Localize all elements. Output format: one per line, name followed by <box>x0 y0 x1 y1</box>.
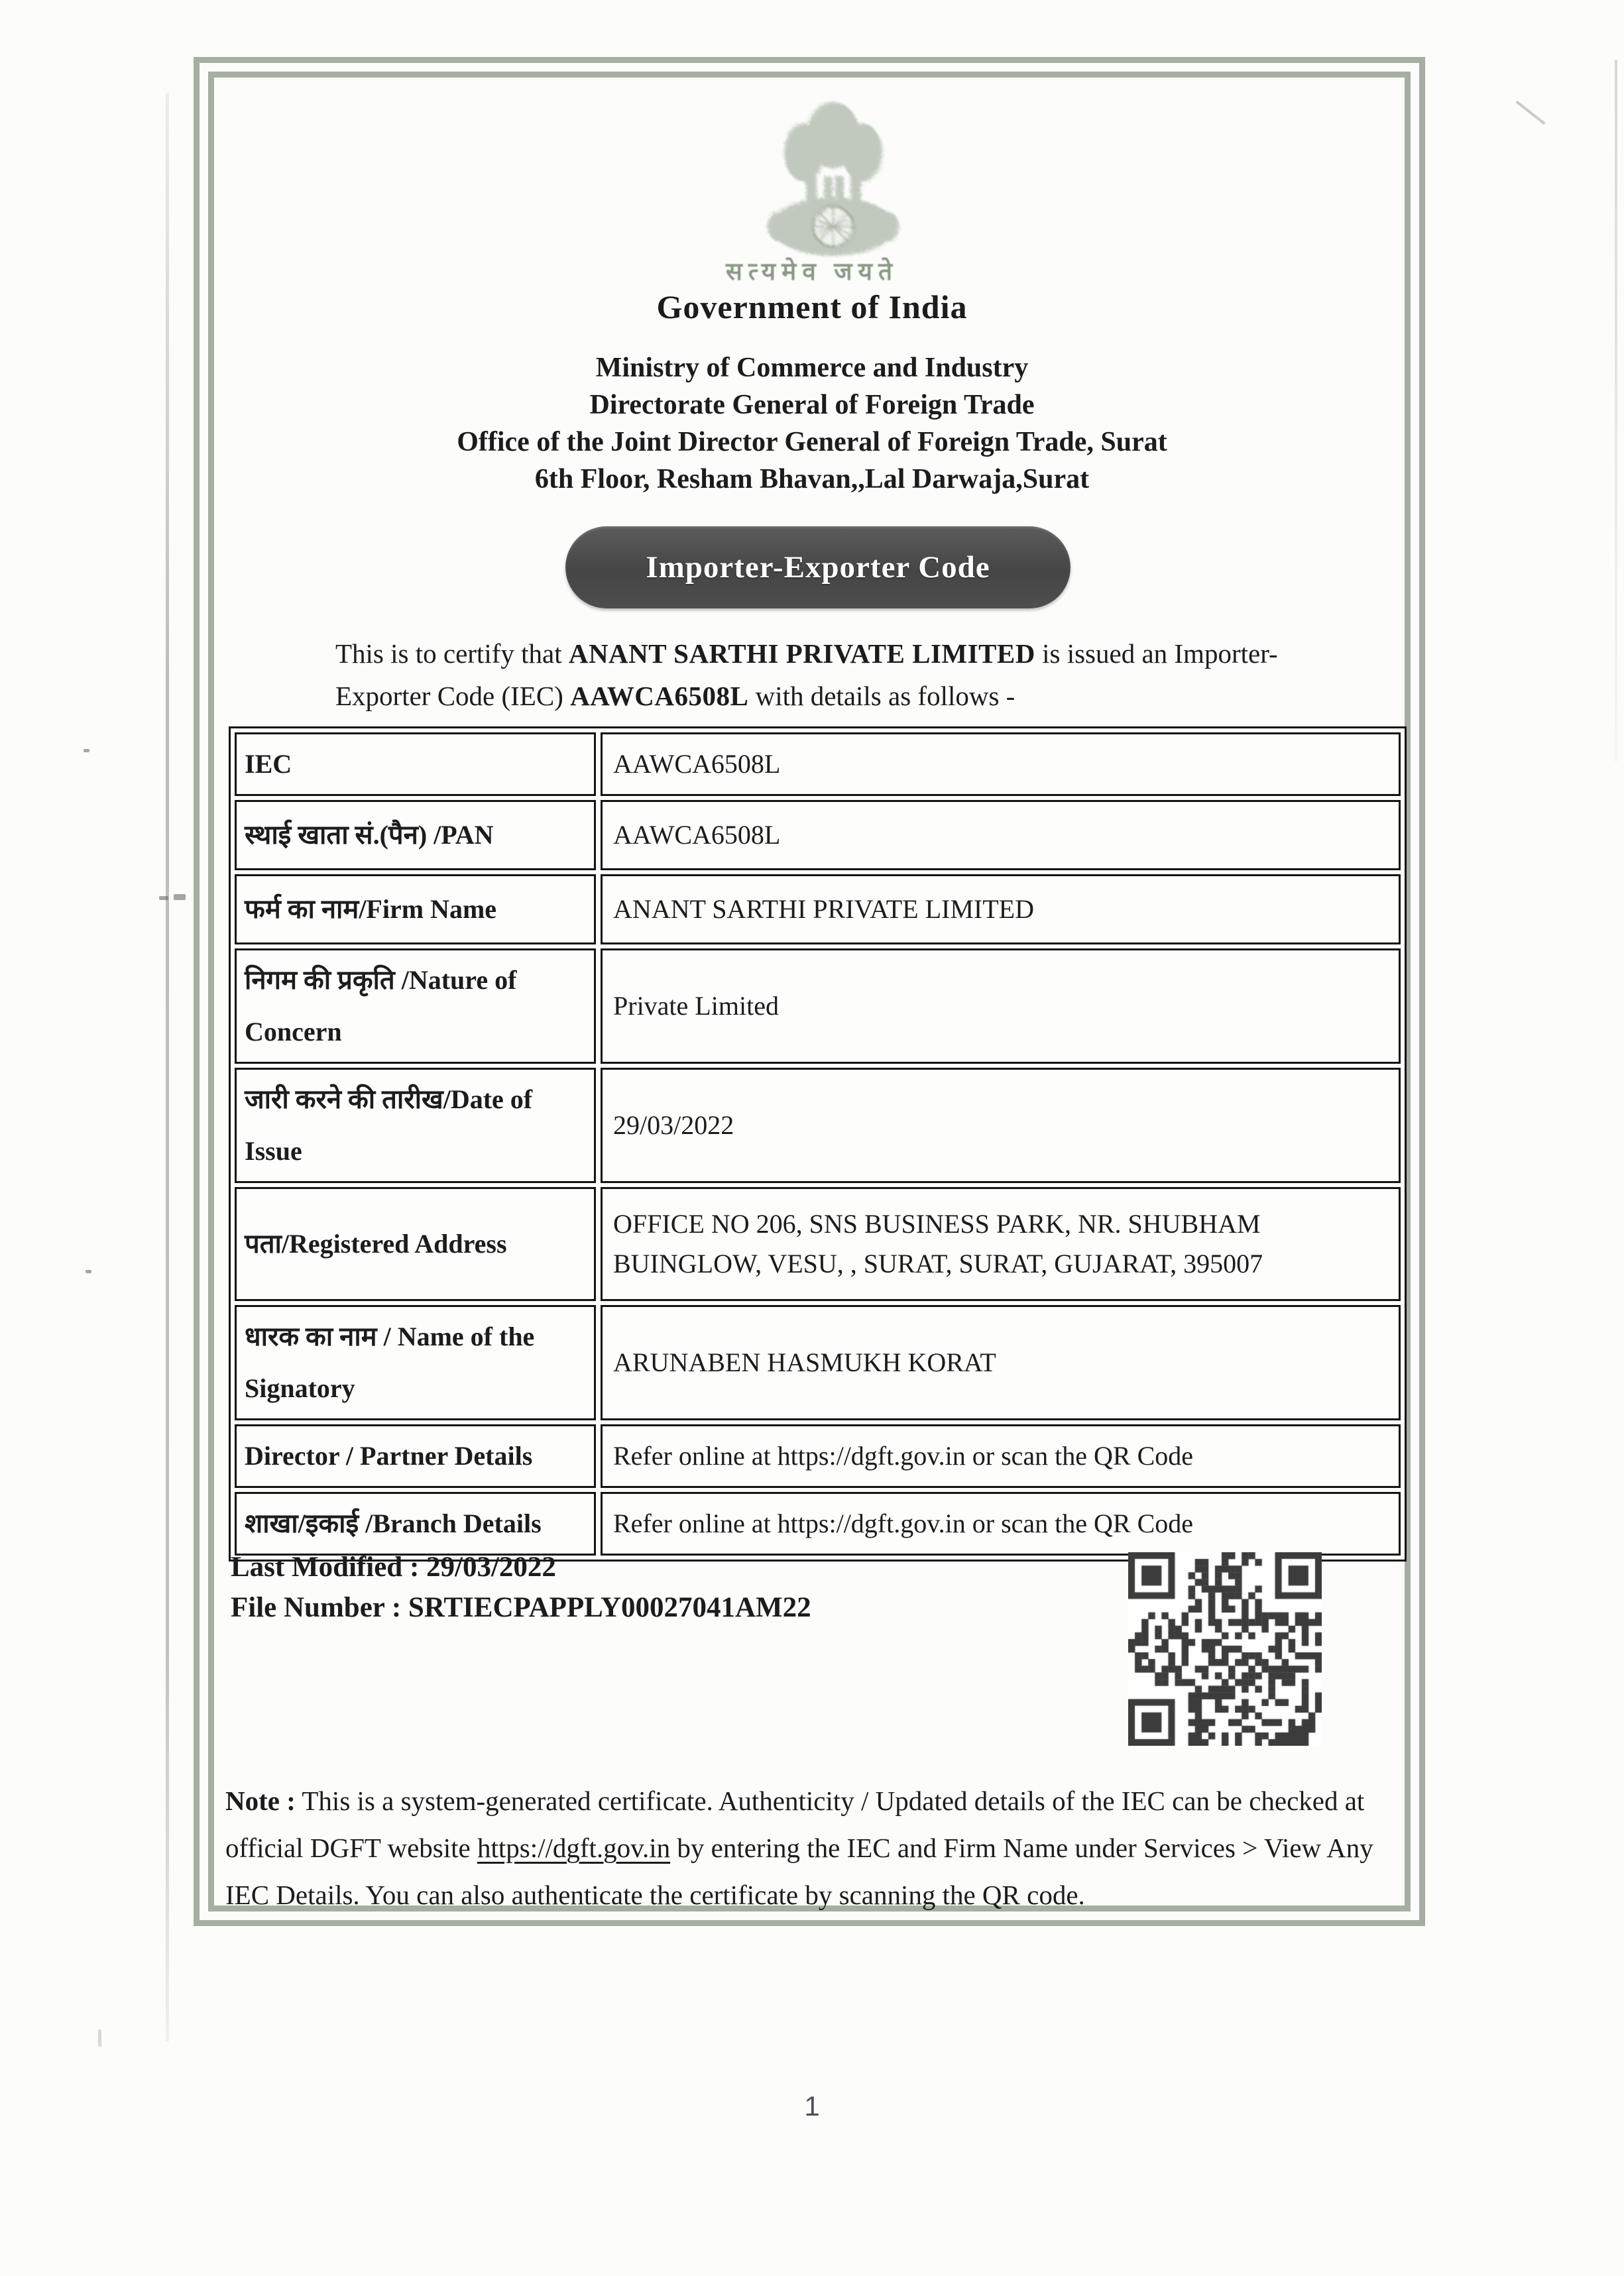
row-label: स्थाई खाता सं.(पैन) /PAN <box>235 800 596 870</box>
certify-text: is issued an Importer-Exporter Code (IEC) <box>335 638 1278 711</box>
iec-details-table <box>229 726 1407 1562</box>
scan-speck <box>84 749 89 752</box>
scan-speck <box>159 896 168 900</box>
table-row-firm-name <box>235 874 1401 944</box>
dgft-url-text: https://dgft.gov.in <box>477 1833 671 1863</box>
row-value: AAWCA6508L <box>601 732 1401 796</box>
heading-address: 6th Floor, Resham Bhavan,,Lal Darwaja,Surat <box>534 464 1090 494</box>
row-label: Director / Partner Details <box>235 1424 596 1488</box>
file-number-line: File Number : SRTIECPAPPLY00027041AM22 <box>231 1592 811 1623</box>
importer-exporter-code-badge <box>565 526 1071 608</box>
page-number: 1 <box>804 2090 820 2122</box>
row-value: Private Limited <box>601 948 1401 1064</box>
scan-speck <box>98 2029 101 2047</box>
heading-directorate: Directorate General of Foreign Trade <box>589 390 1035 420</box>
table-row-iec <box>235 732 1401 796</box>
badge-label: Importer-Exporter Code <box>646 550 990 585</box>
table-row-branch-details <box>235 1492 1401 1556</box>
row-label: जारी करने की तारीख/Date of Issue <box>235 1068 596 1183</box>
note-text: This is a system-generated certificate. Authenticity / Updated details of the IEC can be checked at official DGFT website <box>225 1786 1365 1863</box>
scan-speck <box>86 1270 91 1273</box>
table-row-pan <box>235 800 1401 870</box>
row-label: धारक का नाम / Name of the Signatory <box>235 1305 596 1420</box>
note-text: by entering the IEC and Firm Name under Services > View Any IEC Details. You can also authenticate the certificate by scanning the QR code. <box>225 1833 1373 1910</box>
footer-note <box>225 1778 1419 1919</box>
iec-code: AAWCA6508L <box>570 681 749 711</box>
heading-ministry: Ministry of Commerce and Industry <box>595 353 1029 383</box>
emblem-motto: सत्यमेव जयते <box>725 258 899 286</box>
table-row-signatory <box>235 1305 1401 1420</box>
certification-statement <box>335 632 1313 717</box>
issuing-office-heading <box>0 349 1624 498</box>
row-value: AAWCA6508L <box>601 800 1401 870</box>
row-label: फर्म का नाम/Firm Name <box>235 874 596 944</box>
last-modified-line: Last Modified : 29/03/2022 <box>231 1552 556 1583</box>
table-row-registered-address <box>235 1187 1401 1301</box>
row-value: 29/03/2022 <box>601 1068 1401 1183</box>
table-row-date-of-issue <box>235 1068 1401 1183</box>
row-value: Refer online at https://dgft.gov.in or scan the QR Code <box>601 1492 1401 1556</box>
row-label: पता/Registered Address <box>235 1187 596 1301</box>
row-value: OFFICE NO 206, SNS BUSINESS PARK, NR. SHUBHAM BUINGLOW, VESU, , SURAT, SURAT, GUJARAT, 395007 <box>601 1187 1401 1301</box>
table-row-director-partner <box>235 1424 1401 1488</box>
row-label: निगम की प्रकृति /Nature of Concern <box>235 948 596 1064</box>
scan-speck <box>174 894 186 900</box>
firm-name: ANANT SARTHI PRIVATE LIMITED <box>568 638 1035 669</box>
scan-artifact-tick <box>1515 101 1545 125</box>
note-label: Note : <box>225 1786 296 1816</box>
heading-office: Office of the Joint Director General of Foreign Trade, Surat <box>457 427 1167 457</box>
certificate-meta <box>231 1547 811 1628</box>
row-label: शाखा/इकाई /Branch Details <box>235 1492 596 1556</box>
page-title: Government of India <box>656 288 968 325</box>
certify-text: This is to certify that <box>335 638 569 669</box>
table-row-nature-of-concern <box>235 948 1401 1064</box>
row-value: ARUNABEN HASMUKH KORAT <box>601 1305 1401 1420</box>
row-value: Refer online at https://dgft.gov.in or scan the QR Code <box>601 1424 1401 1488</box>
qr-code <box>1128 1552 1322 1746</box>
row-value: ANANT SARTHI PRIVATE LIMITED <box>601 874 1401 944</box>
certify-text: with details as follows - <box>748 681 1015 711</box>
ashoka-emblem-icon <box>737 97 929 261</box>
row-label: IEC <box>235 732 596 796</box>
